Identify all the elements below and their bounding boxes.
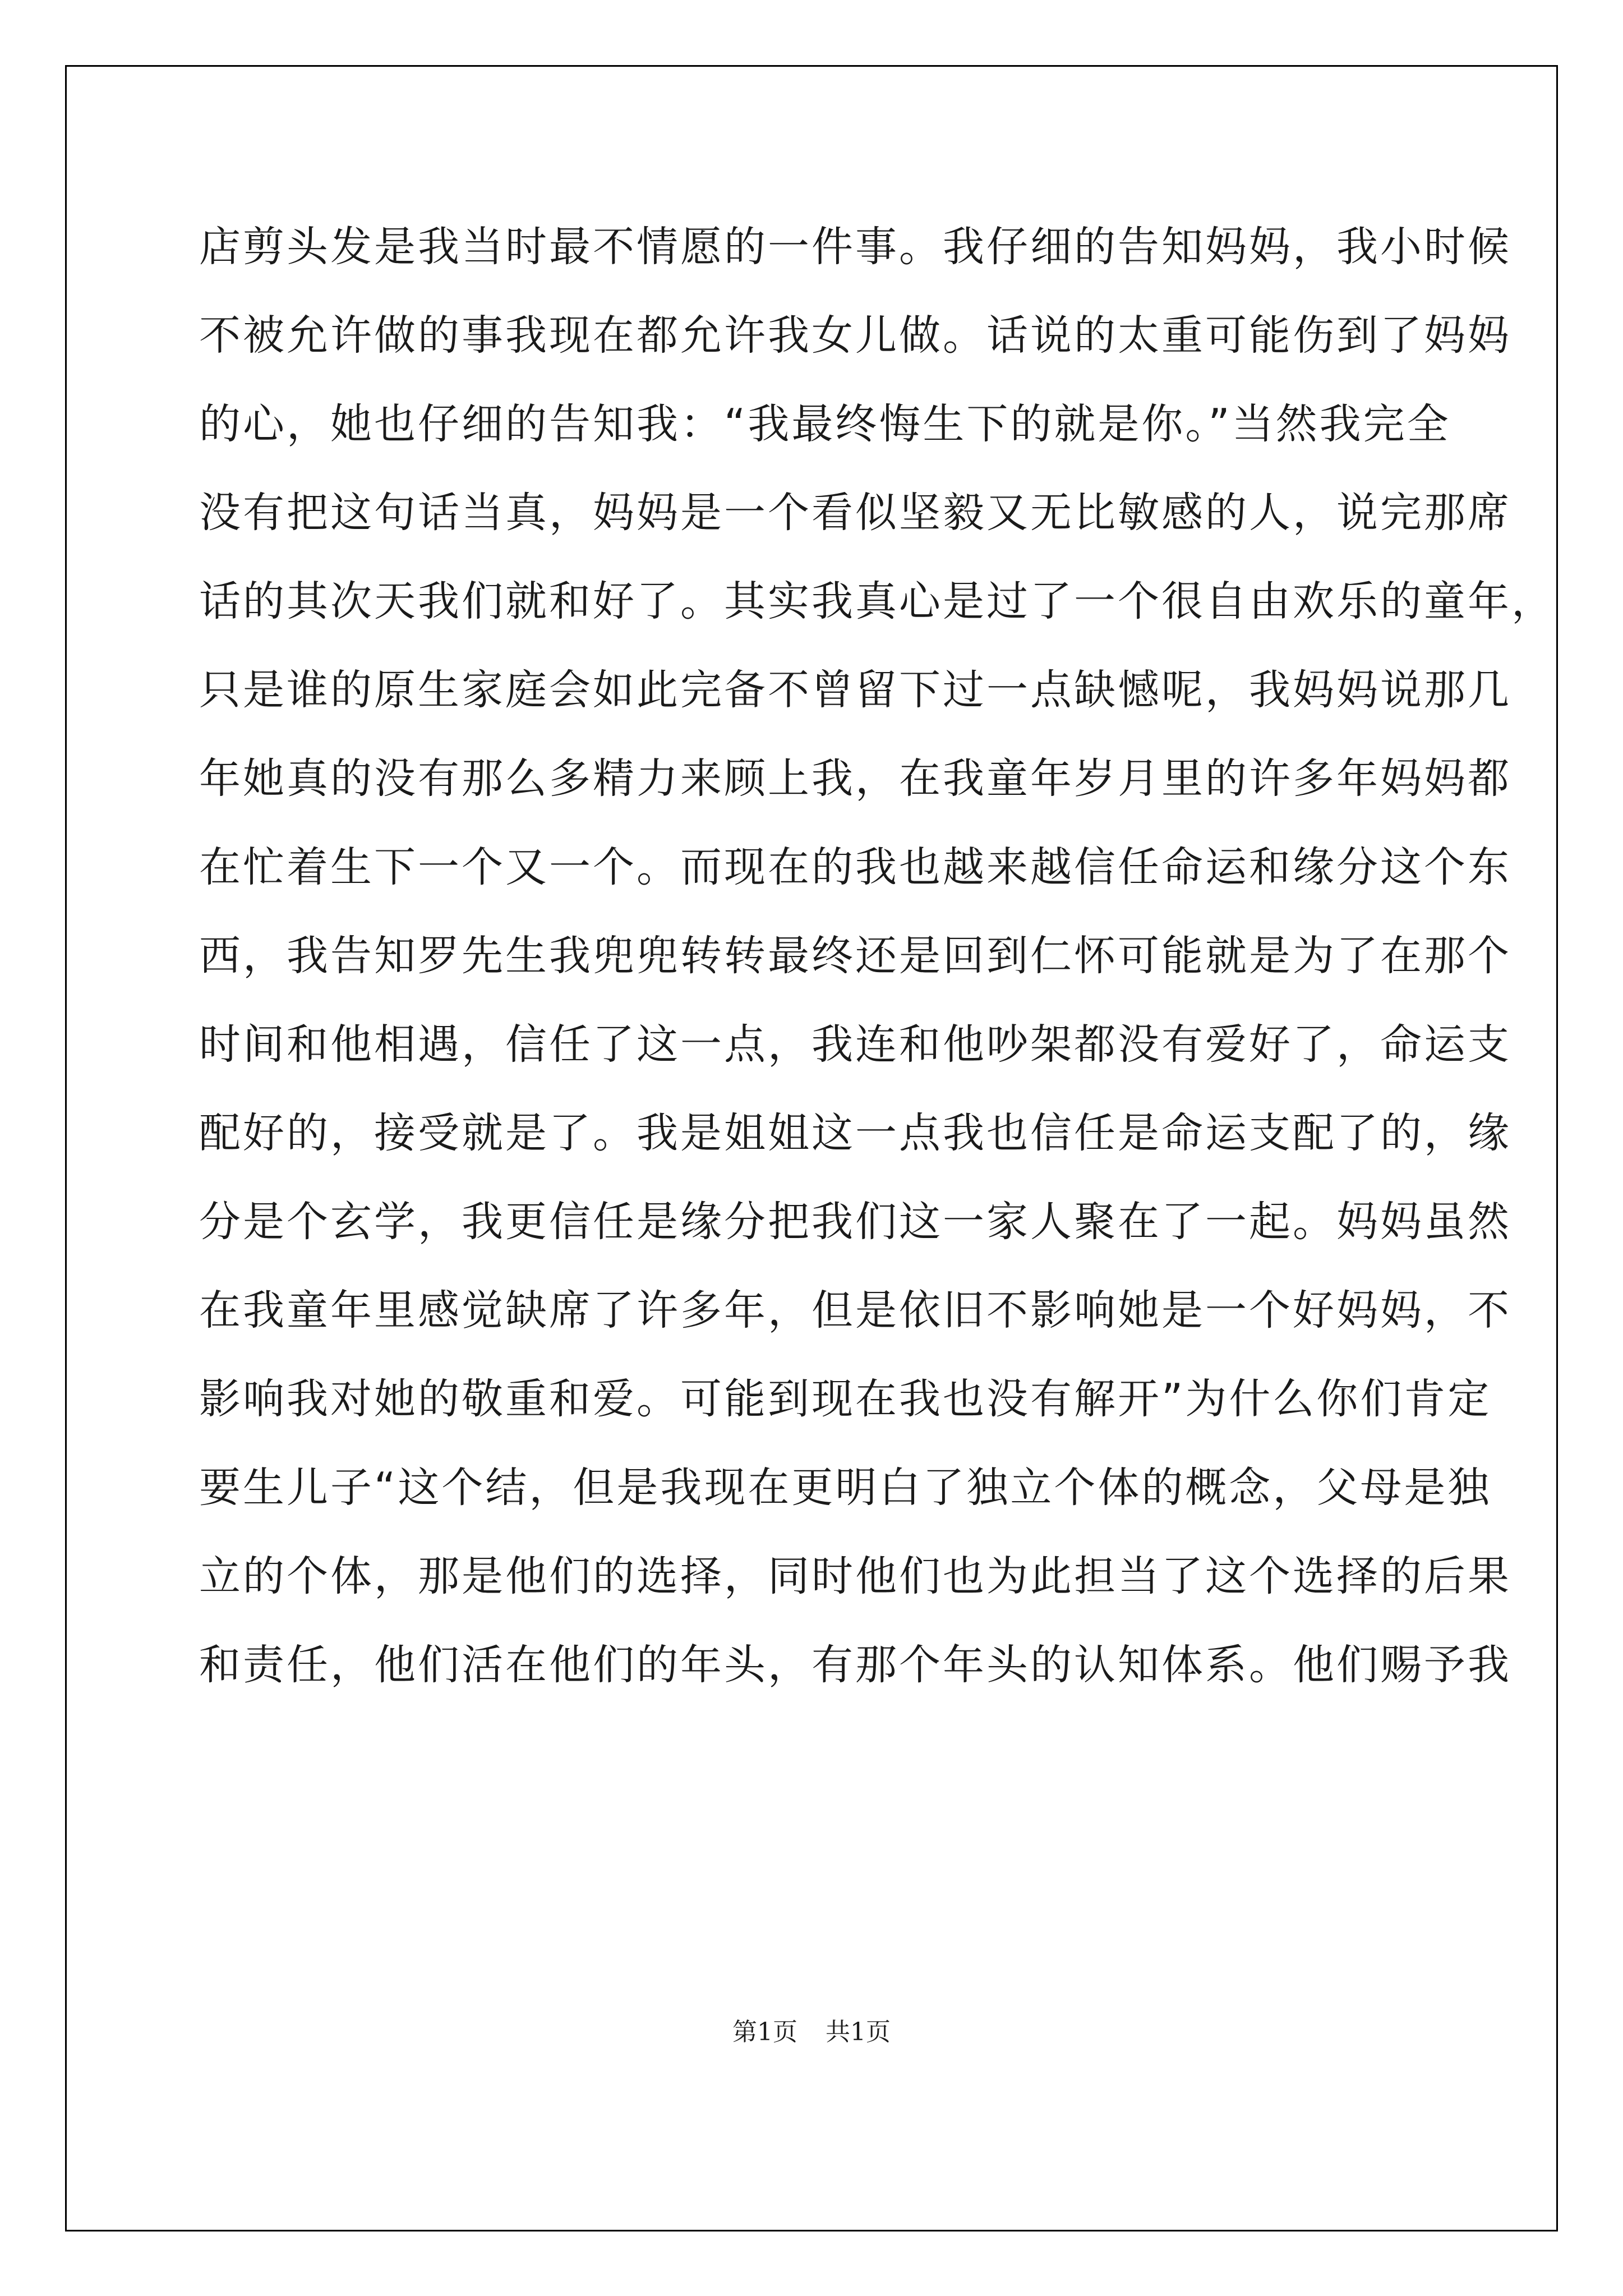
text-line: 在我童年里感觉缺席了许多年，但是依旧不影响她是一个好妈妈，不 (199, 1286, 1511, 1335)
text-line: 只是谁的原生家庭会如此完备不曾留下过一点缺憾呢，我妈妈说那几 (199, 666, 1511, 714)
text-line: 分是个玄学，我更信任是缘分把我们这一家人聚在了一起。妈妈虽然 (199, 1198, 1511, 1246)
text-line: 话的其次天我们就和好了。其实我真心是过了一个很自由欢乐的童年， (199, 577, 1555, 625)
text-line: 立的个体，那是他们的选择，同时他们也为此担当了这个选择的后果 (199, 1552, 1511, 1600)
text-line: 影响我对她的敬重和爱。可能到现在我也没有解开”为什么你们肯定 (199, 1375, 1492, 1423)
text-line: 不被允许做的事我现在都允许我女儿做。话说的太重可能伤到了妈妈 (199, 311, 1511, 360)
page-number: 第1页 (732, 2018, 797, 2046)
text-line: 店剪头发是我当时最不情愿的一件事。我仔细的告知妈妈，我小时候 (199, 223, 1511, 271)
text-line: 和责任，他们活在他们的年头，有那个年头的认知体系。他们赐予我 (199, 1641, 1511, 1689)
text-line: 的心，她也仔细的告知我：“我最终悔生下的就是你。”当然我完全 (199, 400, 1451, 448)
page-total: 共1页 (826, 2018, 891, 2046)
text-line: 年她真的没有那么多精力来顾上我，在我童年岁月里的许多年妈妈都 (199, 754, 1511, 803)
page-footer (0, 2016, 1623, 2049)
text-line: 要生儿子“这个结，但是我现在更明白了独立个体的概念，父母是独 (199, 1464, 1492, 1512)
body-text (199, 213, 1555, 1720)
text-line: 没有把这句话当真，妈妈是一个看似坚毅又无比敏感的人，说完那席 (199, 489, 1511, 537)
text-line: 配好的，接受就是了。我是姐姐这一点我也信任是命运支配了的，缘 (199, 1109, 1511, 1157)
text-line: 西，我告知罗先生我兜兜转转最终还是回到仁怀可能就是为了在那个 (199, 932, 1511, 980)
text-line: 在忙着生下一个又一个。而现在的我也越来越信任命运和缘分这个东 (199, 843, 1511, 891)
text-line: 时间和他相遇，信任了这一点，我连和他吵架都没有爱好了，命运支 (199, 1020, 1511, 1069)
